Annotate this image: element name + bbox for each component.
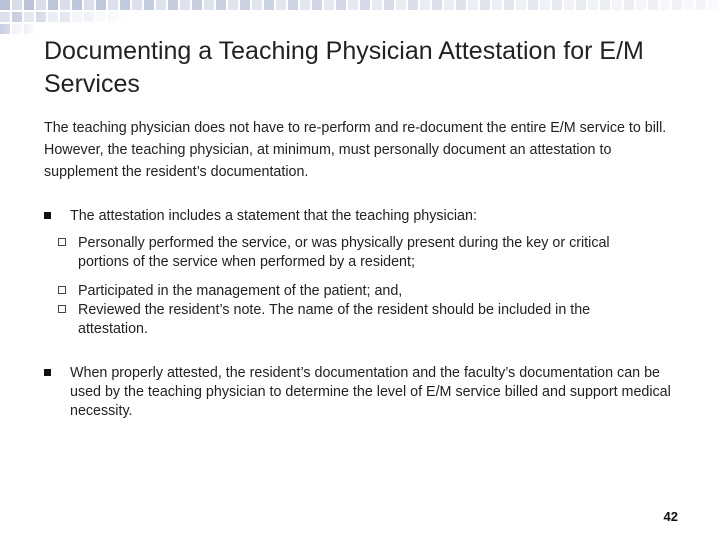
page-number: 42 bbox=[663, 509, 678, 524]
pattern-row bbox=[0, 0, 720, 10]
square-bullet-icon bbox=[44, 369, 51, 376]
pattern-row bbox=[0, 24, 720, 34]
sub-item-text: Personally performed the service, or was physically present during the key or critical portions of the service when performed by a resident; bbox=[78, 235, 610, 270]
hollow-square-bullet-icon bbox=[58, 305, 66, 313]
bullet-text: When properly attested, the resident’s documentation and the faculty’s documentation can be used by the teaching physician to determine the level of E/M service billed and support medical necessity. bbox=[70, 365, 671, 419]
decorative-corner-pattern bbox=[0, 0, 720, 36]
pattern-row bbox=[0, 12, 720, 22]
sub-item-text: Reviewed the resident’s note. The name of the resident should be included in the attestation. bbox=[78, 302, 591, 337]
square-bullet-icon bbox=[44, 212, 51, 219]
hollow-square-bullet-icon bbox=[58, 238, 66, 246]
bullet-text: The attestation includes a statement that the teaching physician: bbox=[70, 208, 477, 224]
sub-item-text: Participated in the management of the patient; and, bbox=[78, 283, 403, 299]
slide-title: Documenting a Teaching Physician Attestation for E/M Services bbox=[44, 37, 644, 98]
intro-paragraph: The teaching physician does not have to re-perform and re-document the entire E/M service to bill. However, the teaching physician, at minimum, must personally document an attestation to supplement the resident’s documentation. bbox=[44, 120, 667, 180]
hollow-square-bullet-icon bbox=[58, 286, 66, 294]
